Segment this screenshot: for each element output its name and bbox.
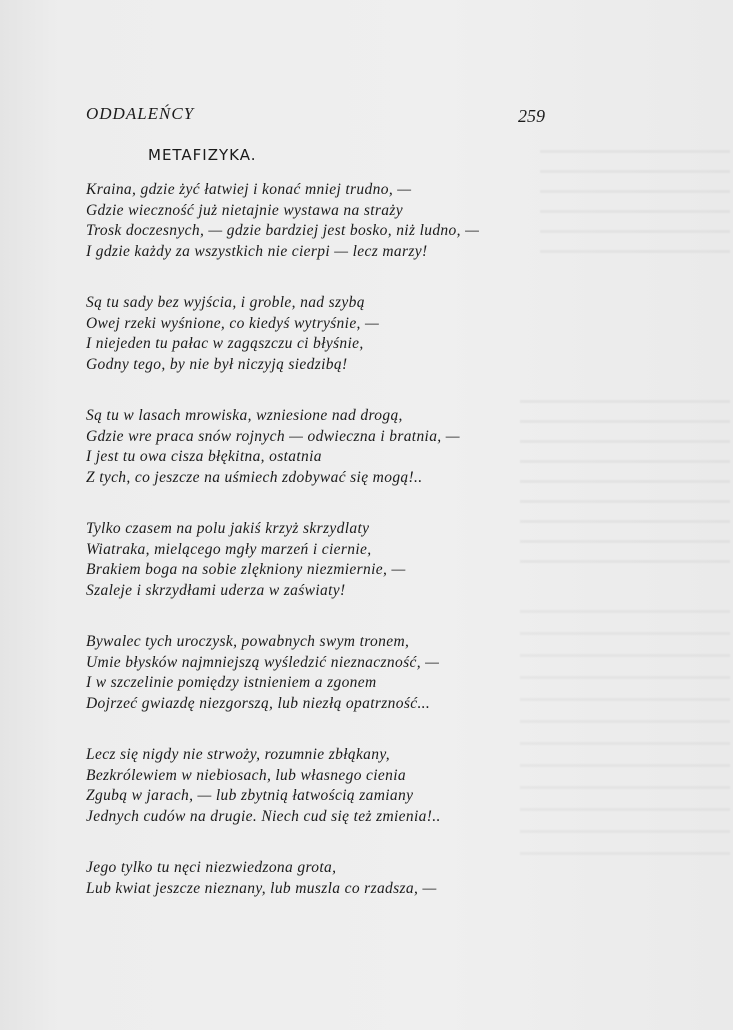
poem-line: Są tu sady bez wyjścia, i groble, nad szybą [86, 294, 365, 311]
poem-line: Brakiem boga na sobie zlękniony niezmiernie, — [86, 561, 406, 578]
poem-line: Owej rzeki wyśnione, co kiedyś wytryśnie, — [86, 314, 380, 332]
stanza [86, 406, 556, 488]
poem-line: Bywalec tych uroczysk, powabnych swym tronem, [86, 633, 410, 650]
poem-line: Jednych cudów na drugie. Niech cud się też zmienia!.. [86, 807, 441, 825]
poem-line: Godny tego, by nie był niczyją siedzibą! [86, 355, 348, 373]
poem-line: I jest tu owa cisza błękitna, ostatnia [86, 448, 322, 465]
poem-line: Dojrzeć gwiazdę niezgorszą, lub niezłą opatrzność... [86, 694, 431, 712]
poem-line: I niejeden tu pałac w zagąszczu ci błyśnie, [86, 335, 364, 352]
poem-line: Z tych, co jeszcze na uśmiech zdobywać się mogą!.. [86, 468, 423, 486]
poem-line: Gdzie wieczność już nietajnie wystawa na straży [86, 201, 403, 219]
poem-line: Jego tylko tu nęci niezwiedzona grota, [86, 859, 337, 876]
poem-line: Lub kwiat jeszcze nieznany, lub muszla co rzadsza, — [86, 879, 437, 897]
poem-line: Umie błysków najmniejszą wyśledzić nieznaczność, — [86, 653, 440, 671]
poem-line: I w szczelinie pomiędzy istnieniem a zgonem [86, 674, 377, 691]
stanza [86, 858, 556, 899]
poem-line: Bezkrólewiem w niebiosach, lub własnego cienia [86, 766, 407, 784]
poem-line: Tylko czasem na polu jakiś krzyż skrzydlaty [86, 520, 370, 537]
stanza [86, 180, 556, 262]
poem-line: Trosk doczesnych, — gdzie bardziej jest bosko, niż ludno, — [86, 222, 480, 239]
poem-title: METAFIZYKA. [148, 146, 257, 164]
poem-line: Są tu w lasach mrowiska, wzniesione nad drogą, [86, 407, 403, 424]
poem-body [86, 180, 556, 930]
stanza [86, 745, 556, 827]
stanza [86, 293, 556, 375]
poem-line: Gdzie wre praca snów rojnych — odwieczna i bratnia, — [86, 427, 460, 445]
running-head: ODDALEŃCY [86, 104, 195, 123]
poem-line: Kraina, gdzie żyć łatwiej i konać mniej trudno, — [86, 181, 412, 198]
show-through-shadow [540, 150, 730, 270]
poem-line: Zgubą w jarach, — lub zbytnią łatwością zamiany [86, 787, 414, 804]
page-number: 259 [518, 106, 545, 126]
poem-line: Lecz się nigdy nie strwoży, rozumnie zbłąkany, [86, 746, 390, 763]
poem-line: Wiatraka, mielącego mgły marzeń i ciernie, [86, 540, 372, 558]
stanza [86, 632, 556, 714]
poem-line: Szaleje i skrzydłami uderza w zaświaty! [86, 581, 346, 599]
poem-line: I gdzie każdy za wszystkich nie cierpi — lecz marzy! [86, 242, 428, 260]
stanza [86, 519, 556, 601]
